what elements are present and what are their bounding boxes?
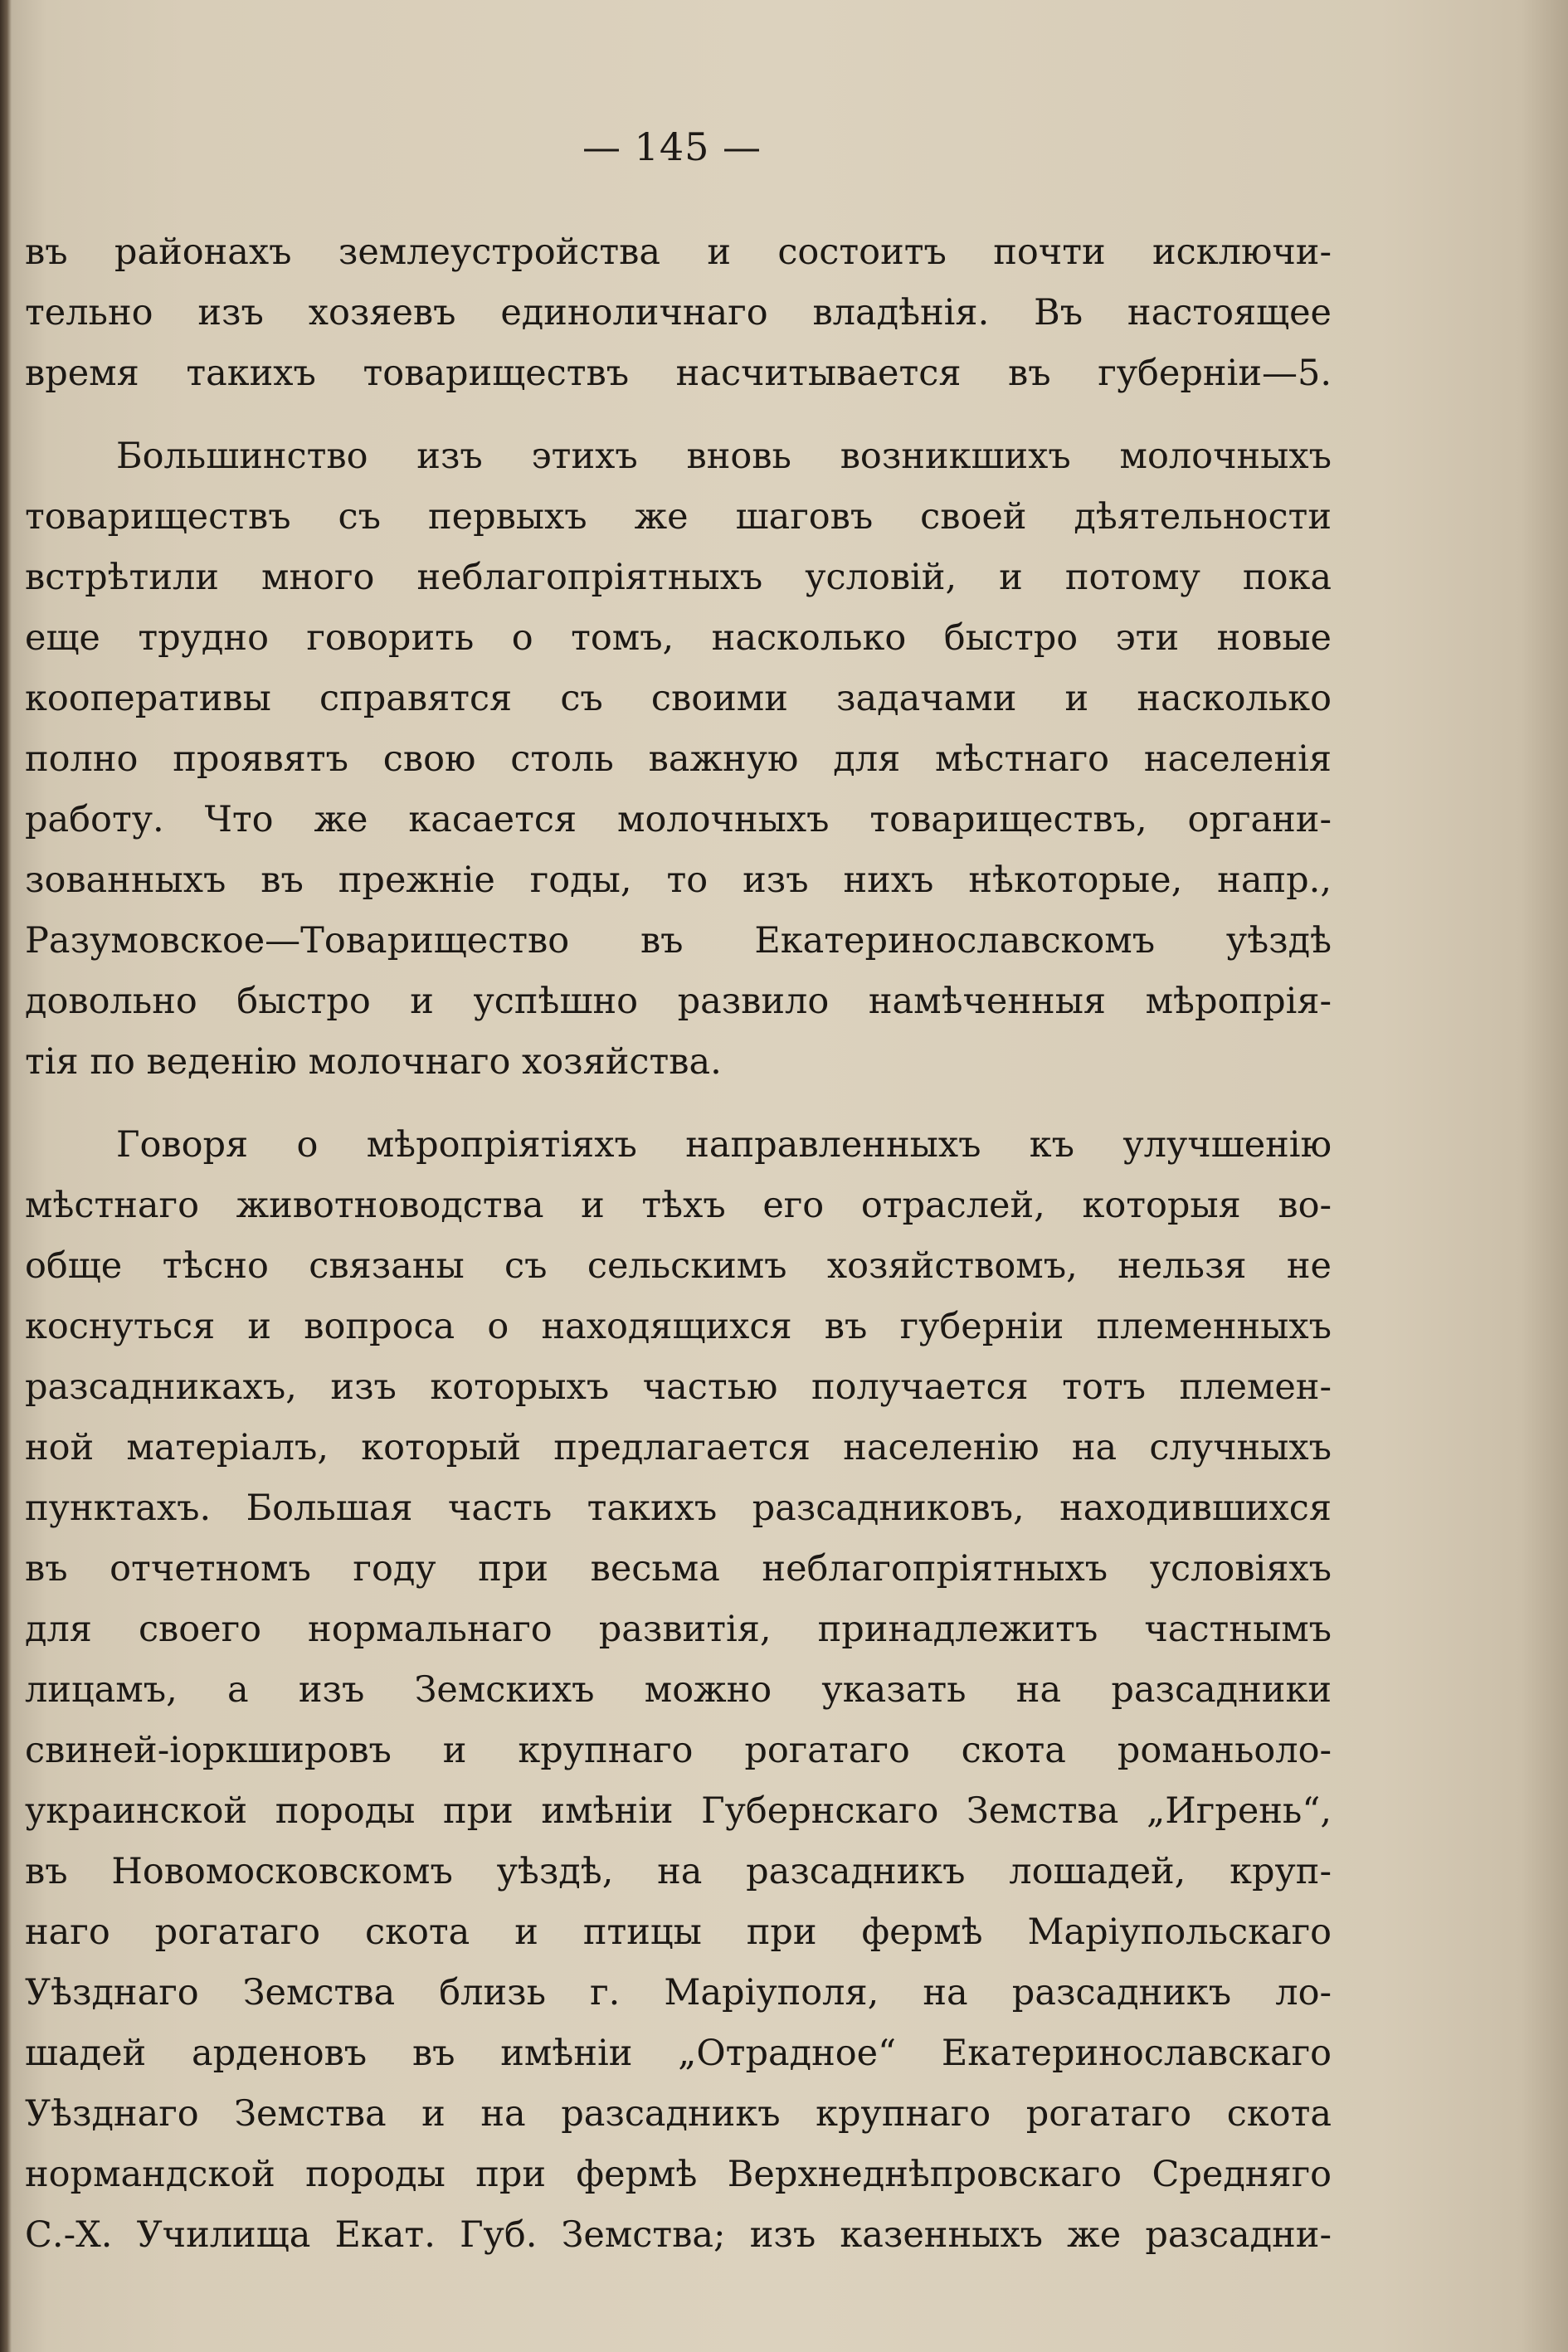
text-line: встрѣтили много неблагопріятныхъ условій, и потому пока <box>25 557 1332 598</box>
text-line: товариществъ съ первыхъ же шаговъ своей дѣятельности <box>25 496 1332 538</box>
text-line: кооперативы справятся съ своими задачами и насколько <box>25 678 1332 719</box>
text-line: зованныхъ въ прежніе годы, то изъ нихъ нѣкоторые, напр., <box>25 859 1332 901</box>
text-line: въ районахъ землеустройства и состоитъ почти исключи- <box>25 231 1332 273</box>
text-line: Большинство изъ этихъ вновь возникшихъ молочныхъ <box>116 436 1332 477</box>
text-line: украинской породы при имѣніи Губернскаго Земства „Игрень“, <box>25 1790 1332 1832</box>
text-line: обще тѣсно связаны съ сельскимъ хозяйствомъ, нельзя не <box>25 1245 1332 1287</box>
text-line: шадей арденовъ въ имѣніи „Отрадное“ Екатеринославскаго <box>25 2033 1332 2074</box>
paragraph-1 <box>25 222 1332 404</box>
text-line: въ Новомосковскомъ уѣздѣ, на разсадникъ лошадей, круп- <box>25 1851 1332 1892</box>
text-line: полно проявятъ свою столь важную для мѣстнаго населенія <box>25 738 1332 780</box>
text-line: въ отчетномъ году при весьма неблагопріятныхъ условіяхъ <box>25 1548 1332 1590</box>
text-line: время такихъ товариществъ насчитывается въ губерніи—5. <box>25 353 1332 394</box>
text-line: нормандской породы при фермѣ Верхнеднѣпровскаго Средняго <box>25 2154 1332 2195</box>
text-line: Разумовское—Товарищество въ Екатеринославскомъ уѣздѣ <box>25 920 1332 962</box>
text-line: С.-Х. Училища Екат. Губ. Земства; изъ казенныхъ же разсадни- <box>25 2214 1332 2256</box>
text-line: пунктахъ. Большая часть такихъ разсадниковъ, находившихся <box>25 1488 1332 1529</box>
page-number: — 145 — <box>582 124 762 169</box>
text-line: мѣстнаго животноводства и тѣхъ его отраслей, которыя во- <box>25 1185 1332 1226</box>
text-line: работу. Что же касается молочныхъ товариществъ, органи- <box>25 799 1332 840</box>
text-line: довольно быстро и успѣшно развило намѣченныя мѣропрія- <box>25 981 1332 1022</box>
paragraph-gap <box>25 1093 1332 1115</box>
text-line: тія по веденію молочнаго хозяйства. <box>25 1041 722 1083</box>
text-line: разсадникахъ, изъ которыхъ частью получается тотъ племен- <box>25 1366 1332 1408</box>
paragraph-3 <box>25 1115 1332 2266</box>
paragraph-gap <box>25 404 1332 426</box>
text-line: Уѣзднаго Земства близь г. Маріуполя, на разсадникъ ло- <box>25 1972 1332 2014</box>
text-line: ной матеріалъ, который предлагается населенію на случныхъ <box>25 1427 1332 1468</box>
body-text <box>25 222 1332 2266</box>
text-line: наго рогатаго скота и птицы при фермѣ Маріупольскаго <box>25 1911 1332 1953</box>
text-line: для своего нормальнаго развитія, принадлежитъ частнымъ <box>25 1609 1332 1650</box>
text-line: свиней-іоркшировъ и крупнаго рогатаго скота романьоло- <box>25 1730 1332 1771</box>
text-line: еще трудно говорить о томъ, насколько быстро эти новые <box>25 617 1332 659</box>
text-line: коснуться и вопроса о находящихся въ губерніи племенныхъ <box>25 1306 1332 1347</box>
text-line: Говоря о мѣропріятіяхъ направленныхъ къ улучшенію <box>116 1124 1332 1166</box>
text-line: лицамъ, а изъ Земскихъ можно указать на разсадники <box>25 1669 1332 1711</box>
text-line: Уѣзднаго Земства и на разсадникъ крупнаго рогатаго скота <box>25 2093 1332 2135</box>
text-line: тельно изъ хозяевъ единоличнаго владѣнія. Въ настоящее <box>25 292 1332 334</box>
paragraph-2 <box>25 426 1332 1093</box>
